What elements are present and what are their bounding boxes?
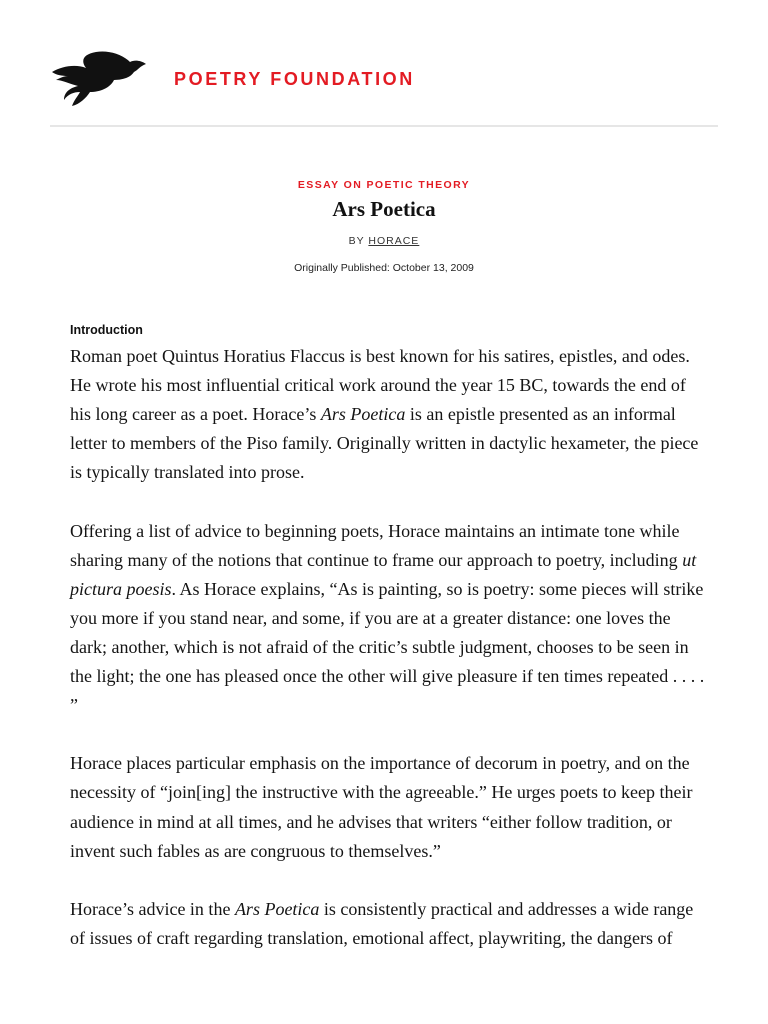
work-title: Ars Poetica [234, 898, 320, 919]
site-logo-text[interactable]: POETRY FOUNDATION [174, 69, 415, 89]
site-header [0, 0, 768, 128]
latin-phrase: ut pictura poesis [70, 549, 697, 599]
author-link[interactable]: HORACE [368, 235, 420, 247]
work-title: Ars Poetica [320, 404, 406, 425]
article-category[interactable]: ESSAY ON POETIC THEORY [297, 179, 471, 191]
byline [0, 235, 768, 247]
paragraph-1 [70, 342, 710, 487]
pegasus-logo-icon[interactable] [50, 48, 148, 110]
paragraph-text: . As Horace explains, “As is painting, so is poetry: some pieces will strike you more if you stand near, and some, if you are at a greater distance: one loves the dark; another, which is not afraid of the critic’s subtle judgment, chooses to be seen in the light; the one has pleased once the other will give pleasure if ten times repeated . . . . ” [70, 578, 705, 716]
paragraph-text: is an epistle presented as an informal letter to members of the Piso family. Originally written in dactylic hexameter, the piece is typically translated into prose. [70, 404, 699, 483]
paragraph-2 [70, 517, 710, 721]
byline-prefix: BY [348, 235, 369, 247]
publish-date: Originally Published: October 13, 2009 [294, 262, 474, 274]
paragraph-text: is consistently practical and addresses a wide range of issues of craft regarding translation, emotional affect, playwriting, the dangers of [70, 898, 694, 948]
paragraph-text: Horace’s advice in the [70, 898, 235, 919]
paragraph-text: Offering a list of advice to beginning poets, Horace maintains an intimate tone while sharing many of the notions that continue to frame our approach to poetry, including [70, 520, 683, 570]
header-divider [50, 125, 718, 127]
article-body [70, 342, 710, 982]
paragraph-4 [70, 895, 710, 953]
paragraph-3: Horace places particular emphasis on the importance of decorum in poetry, and on the necessity of “join[ing] the instructive with the agreeable.” He urges poets to keep their audience in mind at all times, and he advises that writers “either follow tradition, or invent such fables as are congruous to themselves.” [70, 753, 693, 861]
section-heading: Introduction [70, 323, 143, 337]
page-title: Ars Poetica [332, 197, 436, 221]
paragraph-text: Roman poet Quintus Horatius Flaccus is best known for his satires, epistles, and odes. He wrote his most influential critical work around the year 15 BC, towards the end of his long career as a poet. Horace’s [70, 346, 690, 425]
